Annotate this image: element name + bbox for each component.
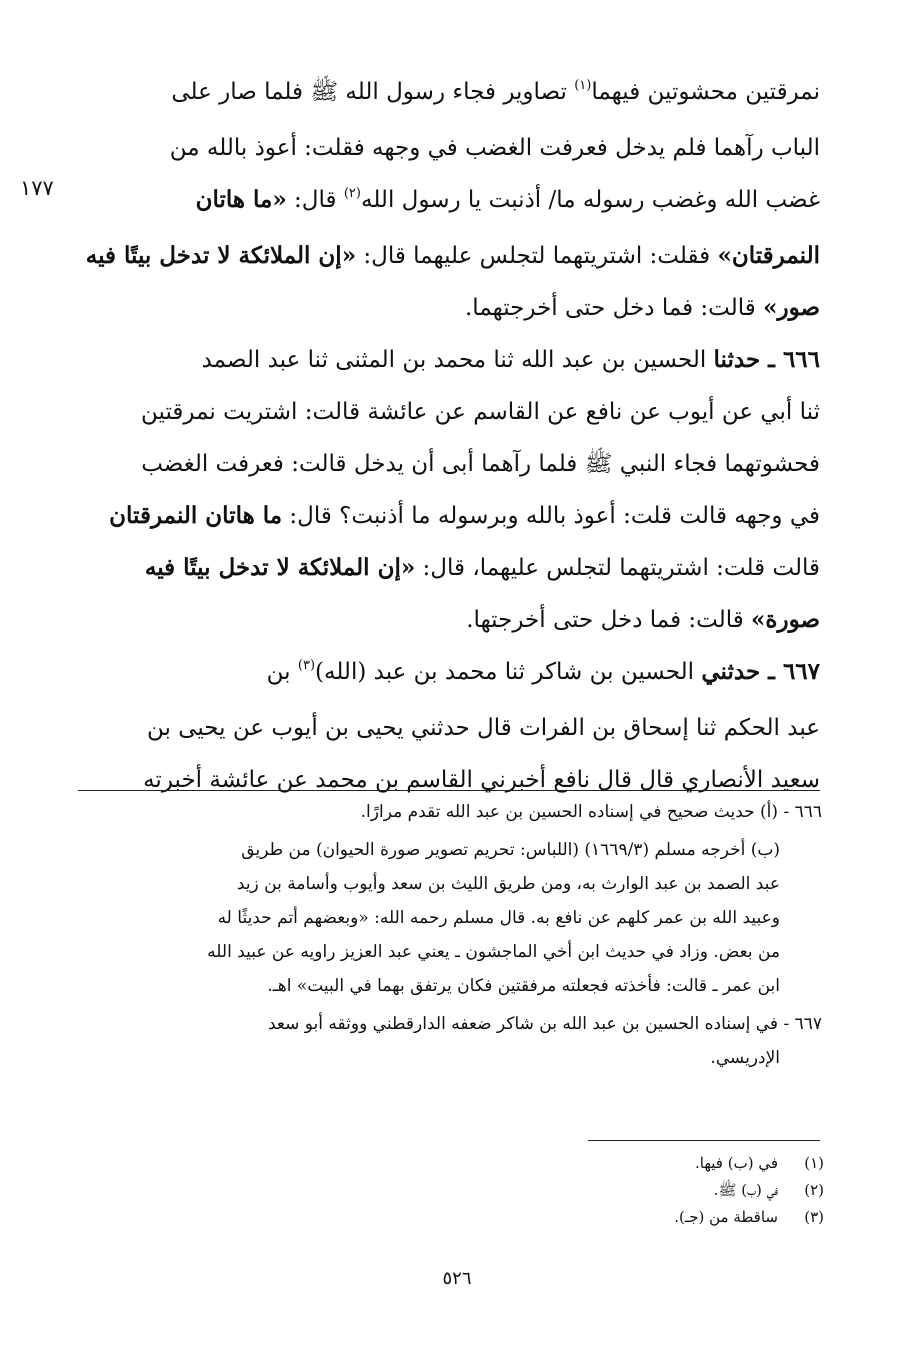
footnote-marker: (١) [574, 78, 592, 93]
footnote-item: (٣) ساقطة من (جـ). [674, 1208, 824, 1226]
text-line: ٦٦٧ ـ حدثني الحسين بن شاكر ثنا محمد بن عبد (الله)$^{(٣)}$ بن [266, 658, 820, 685]
footnote-item: (٢) في (ب) ﷺ. [713, 1181, 824, 1199]
footnotes [600, 1150, 824, 1231]
text-line: سعيد الأنصاري قال قال نافع أخبرني القاسم بن محمد عن عائشة أخبرته [143, 767, 820, 793]
margin-number: ١٧٧ [20, 176, 54, 200]
paragraph-hadith-667 [78, 646, 820, 806]
text-line: النمرقتان» فقلت: اشتريتهما لتجلس عليهما قال: «إن الملائكة لا تدخل بيتًا فيه [85, 242, 820, 269]
notes-divider [78, 790, 820, 791]
note-667: ٦٦٧ - في إسناده الحسين بن عبد الله بن شاكر ضعفه الدارقطني ووثقه أبو سعد الإدريسي. [268, 1014, 822, 1068]
commentary-notes [78, 795, 822, 1079]
text-line: صور» قالت: فما دخل حتى أخرجتهما. [465, 294, 820, 321]
text-line: ٦٦٦ ـ حدثنا الحسين بن عبد الله ثنا محمد بن المثنى ثنا عبد الصمد [201, 346, 820, 373]
footnote-marker: (٣) [297, 658, 316, 673]
footnotes-divider [588, 1140, 820, 1141]
paragraph-hadith-continuation [78, 66, 820, 334]
text-line: صورة» قالت: فما دخل حتى أخرجتها. [466, 606, 820, 633]
text-line: الباب رآهما فلم يدخل فعرفت الغضب في وجهه فقلت: أعوذ بالله من [169, 135, 820, 161]
text-line: ثنا أبي عن أيوب عن نافع عن القاسم عن عائشة قالت: اشتريت نمرقتين [141, 399, 820, 425]
page-number: ٥٢٦ [442, 1268, 472, 1289]
footnote-item: (١) في (ب) فيها. [695, 1154, 824, 1172]
main-text [78, 66, 820, 806]
text-line: فحشوتهما فجاء النبي ﷺ فلما رآهما أبى أن يدخل قالت: فعرفت الغضب [141, 451, 820, 477]
text-line: غضب الله وغضب رسوله ما/ أذنبت يا رسول الله$^{(٢)}$ قال: «ما هاتان [195, 186, 820, 213]
note-666-b: (ب) أخرجه مسلم (١٦٦٩/٣) (اللباس: تحريم تصوير صورة الحيوان) من طريق عبد الصمد بن عبد الوارث به، ومن طريق الليث بن سعد وأيوب وأسامة بن زيد وعبيد الله بن عمر كلهم عن نافع به. قال مسلم رحمه الله: «وبعضهم أتم حديثًا له من بعض. وزاد في حديث ابن أخي الماجشون ـ يعني عبد العزيز راويه عن عبيد الله ابن عمر ـ قالت: فأخذته فجعلته مرفقتين فكان يرتفق بهما في البيت» اهـ. [207, 840, 780, 996]
paragraph-hadith-666 [78, 334, 820, 646]
note-666-a: ٦٦٦ - (أ) حديث صحيح في إسناده الحسين بن عبد الله تقدم مرارًا. [360, 802, 822, 822]
text-line: في وجهه قالت قلت: أعوذ بالله وبرسوله ما أذنبت؟ قال: ما هاتان النمرقتان [109, 502, 820, 529]
text-line: قالت قلت: اشتريتهما لتجلس عليهما، قال: «إن الملائكة لا تدخل بيتًا فيه [144, 554, 820, 581]
text-line: عبد الحكم ثنا إسحاق بن الفرات قال حدثني يحيى بن أيوب عن يحيى بن [146, 715, 820, 741]
footnote-marker: (٢) [343, 186, 361, 201]
text-line: نمرقتين محشوتين فيهما$^{(١)}$ تصاوير فجاء رسول الله ﷺ فلما صار على [171, 78, 820, 105]
